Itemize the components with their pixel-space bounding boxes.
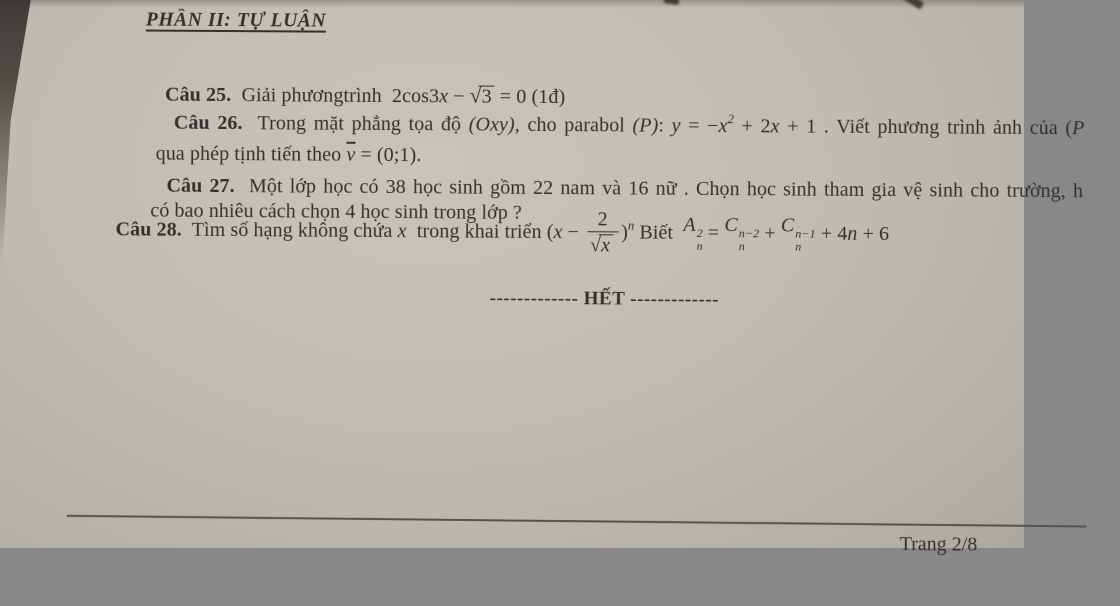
math-variable: y <box>671 114 681 137</box>
math-variable: C <box>724 213 738 236</box>
math-variable: x <box>718 115 728 138</box>
question-text: qua phép tịnh tiến theo <box>155 142 347 166</box>
fraction-numerator: 2 <box>597 207 608 230</box>
superscript: 2 <box>696 225 703 240</box>
permutation-symbol <box>683 213 703 253</box>
math-token: (Oxy) <box>468 113 515 136</box>
radical-argument: 3 <box>479 86 495 108</box>
math-operator: − <box>448 85 470 108</box>
footer-rule <box>67 515 1087 528</box>
question-28 <box>115 200 889 263</box>
paren-close: ) <box>621 221 629 244</box>
combination-symbol <box>781 213 816 254</box>
math-variable: x <box>397 220 407 243</box>
math-operator: − <box>562 221 585 244</box>
section-heading: PHẦN II: TỰ LUẬN <box>145 9 327 32</box>
math-token: = 0 (1đ) <box>494 85 566 109</box>
question-label: Câu 28. <box>115 218 182 241</box>
question-text: Tìm số hạng không chứa <box>181 218 398 243</box>
math-operator: = <box>702 221 725 245</box>
math-token: = (0;1). <box>355 143 422 167</box>
end-marker <box>458 264 719 334</box>
end-marker-dashes-left: ------------- <box>489 287 584 310</box>
math-variable: n <box>847 222 858 245</box>
question-text: Một lớp học có 38 học sinh gồm 22 nam và 16 nữ . Chọn học sinh tham gia vệ sinh cho trường, h <box>234 175 1084 203</box>
question-label: Câu 26. <box>173 111 243 135</box>
subscript: n <box>795 239 802 254</box>
math-token: + 4 <box>815 222 848 245</box>
end-marker-label: HẾT <box>583 288 626 310</box>
math-token: (P) <box>632 114 659 137</box>
paren-open: ( <box>546 220 554 244</box>
question-text: Trong mặt phẳng tọa độ <box>242 112 469 136</box>
math-variable: x <box>770 115 780 138</box>
math-variable: x <box>553 221 563 244</box>
math-token: 2cos3 <box>391 85 440 108</box>
math-operator: = − <box>680 114 719 138</box>
exponent: n <box>627 218 635 233</box>
superscript: n−1 <box>795 226 816 241</box>
fraction <box>587 209 618 256</box>
subscript: n <box>696 238 703 253</box>
vector-v: $\overline{v}$ <box>346 143 356 166</box>
question-label: Câu 27. <box>166 174 235 198</box>
subscript: n <box>738 239 745 254</box>
question-text: . Viết phương trình ảnh của ( <box>823 115 1073 140</box>
question-text: Giải phươngtrình <box>231 84 393 108</box>
math-variable: A <box>683 213 696 236</box>
math-token: + 1 <box>779 115 824 138</box>
paren-close-exponent <box>621 220 634 244</box>
question-label: Câu 25. <box>164 83 232 107</box>
question-text: có bao nhiêu cách chọn 4 học sinh trong lớp ? <box>150 199 523 224</box>
math-token: + 6 <box>857 222 890 246</box>
page-number: Trang 2/8 <box>899 533 978 556</box>
end-marker-dashes-right: ------------- <box>624 288 720 310</box>
math-variable: x <box>439 85 449 108</box>
math-token: + 2 <box>733 115 771 138</box>
superscript: n−2 <box>738 225 760 241</box>
math-variable: C <box>780 214 795 237</box>
math-variable: P <box>1072 117 1085 140</box>
math-operator: + <box>759 222 781 245</box>
radical-sign: √ <box>469 83 482 108</box>
math-token: : <box>658 114 672 137</box>
radical-sign: √ <box>589 233 602 256</box>
question-text: trong khai triển <box>406 220 547 243</box>
radical-argument: x <box>598 234 613 256</box>
question-text: Biết <box>634 221 684 244</box>
question-text: , cho parabol <box>514 113 633 137</box>
fraction-denominator <box>587 231 618 256</box>
combination-symbol <box>724 213 759 254</box>
exponent: 2 <box>727 112 735 127</box>
sup-sub-scripts <box>795 227 816 253</box>
sup-sub-scripts <box>739 227 760 253</box>
